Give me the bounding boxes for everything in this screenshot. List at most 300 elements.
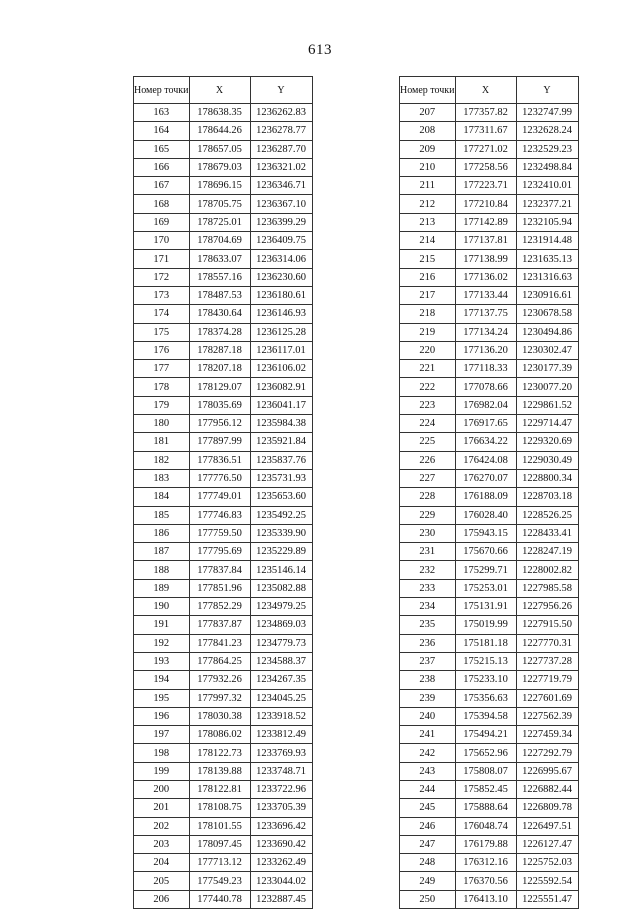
cell-point-number: 194 (134, 671, 190, 689)
table-row (134, 140, 313, 158)
cell-x: 177897.99 (189, 433, 250, 451)
table-row (400, 634, 579, 652)
cell-x: 177137.81 (455, 232, 516, 250)
cell-point-number: 173 (134, 286, 190, 304)
table-row (134, 835, 313, 853)
cell-point-number: 218 (400, 305, 456, 323)
cell-point-number: 170 (134, 232, 190, 250)
cell-point-number: 175 (134, 323, 190, 341)
cell-x: 175652.96 (455, 744, 516, 762)
cell-point-number: 222 (400, 378, 456, 396)
cell-x: 178657.05 (189, 140, 250, 158)
cell-y: 1230177.39 (516, 360, 578, 378)
table-row (400, 451, 579, 469)
cell-y: 1226809.78 (516, 799, 578, 817)
cell-x: 177311.67 (455, 122, 516, 140)
cell-y: 1229861.52 (516, 396, 578, 414)
cell-y: 1232498.84 (516, 158, 578, 176)
cell-point-number: 231 (400, 543, 456, 561)
cell-x: 178207.18 (189, 360, 250, 378)
cell-x: 175215.13 (455, 652, 516, 670)
cell-point-number: 192 (134, 634, 190, 652)
cell-point-number: 239 (400, 689, 456, 707)
cell-point-number: 235 (400, 616, 456, 634)
cell-x: 177956.12 (189, 415, 250, 433)
cell-x: 175852.45 (455, 780, 516, 798)
cell-y: 1235731.93 (250, 469, 312, 487)
cell-y: 1229030.49 (516, 451, 578, 469)
cell-point-number: 182 (134, 451, 190, 469)
cell-y: 1232747.99 (516, 104, 578, 122)
cell-x: 177136.20 (455, 341, 516, 359)
cell-point-number: 236 (400, 634, 456, 652)
cell-x: 178108.75 (189, 799, 250, 817)
cell-y: 1227459.34 (516, 726, 578, 744)
cell-y: 1228247.19 (516, 543, 578, 561)
table-row (400, 799, 579, 817)
cell-point-number: 245 (400, 799, 456, 817)
cell-x: 178030.38 (189, 707, 250, 725)
table-row (400, 232, 579, 250)
cell-x: 175888.64 (455, 799, 516, 817)
cell-point-number: 166 (134, 158, 190, 176)
cell-y: 1236146.93 (250, 305, 312, 323)
cell-point-number: 250 (400, 890, 456, 908)
cell-point-number: 176 (134, 341, 190, 359)
cell-point-number: 207 (400, 104, 456, 122)
table-row (134, 689, 313, 707)
cell-point-number: 200 (134, 780, 190, 798)
cell-x: 178374.28 (189, 323, 250, 341)
cell-x: 176270.07 (455, 469, 516, 487)
cell-y: 1227915.50 (516, 616, 578, 634)
cell-x: 175670.66 (455, 543, 516, 561)
cell-x: 175808.07 (455, 762, 516, 780)
cell-point-number: 244 (400, 780, 456, 798)
table-header-row (400, 77, 579, 104)
cell-y: 1231635.13 (516, 250, 578, 268)
cell-y: 1227292.79 (516, 744, 578, 762)
cell-y: 1235082.88 (250, 579, 312, 597)
cell-y: 1225752.03 (516, 854, 578, 872)
table-row (134, 415, 313, 433)
table-row (400, 140, 579, 158)
table-row (134, 872, 313, 890)
cell-y: 1227956.26 (516, 598, 578, 616)
cell-point-number: 221 (400, 360, 456, 378)
table-row (400, 652, 579, 670)
cell-point-number: 213 (400, 213, 456, 231)
table-body-right (400, 104, 579, 909)
table-row (400, 415, 579, 433)
cell-x: 178430.64 (189, 305, 250, 323)
cell-x: 177357.82 (455, 104, 516, 122)
cell-point-number: 204 (134, 854, 190, 872)
cell-x: 177078.66 (455, 378, 516, 396)
cell-x: 175131.91 (455, 598, 516, 616)
table-row (134, 744, 313, 762)
cell-x: 178704.69 (189, 232, 250, 250)
table-row (134, 177, 313, 195)
cell-point-number: 181 (134, 433, 190, 451)
cell-x: 175943.15 (455, 524, 516, 542)
cell-x: 175356.63 (455, 689, 516, 707)
table-row (400, 671, 579, 689)
table-row (400, 872, 579, 890)
table-row (400, 104, 579, 122)
cell-point-number: 232 (400, 561, 456, 579)
cell-y: 1234779.73 (250, 634, 312, 652)
cell-y: 1232887.45 (250, 890, 312, 908)
cell-x: 178725.01 (189, 213, 250, 231)
cell-point-number: 180 (134, 415, 190, 433)
cell-x: 178487.53 (189, 286, 250, 304)
header-point-number: Номер точки (400, 77, 456, 104)
cell-point-number: 223 (400, 396, 456, 414)
table-row (134, 433, 313, 451)
cell-point-number: 184 (134, 488, 190, 506)
cell-point-number: 233 (400, 579, 456, 597)
table-row (134, 780, 313, 798)
cell-y: 1236180.61 (250, 286, 312, 304)
table-row (134, 250, 313, 268)
cell-point-number: 219 (400, 323, 456, 341)
cell-x: 176370.56 (455, 872, 516, 890)
cell-x: 177795.69 (189, 543, 250, 561)
cell-point-number: 230 (400, 524, 456, 542)
table-row (134, 854, 313, 872)
table-row (400, 524, 579, 542)
cell-point-number: 189 (134, 579, 190, 597)
cell-x: 177759.50 (189, 524, 250, 542)
cell-y: 1228433.41 (516, 524, 578, 542)
cell-y: 1235229.89 (250, 543, 312, 561)
cell-x: 177836.51 (189, 451, 250, 469)
table-row (134, 762, 313, 780)
cell-y: 1228800.34 (516, 469, 578, 487)
cell-y: 1232529.23 (516, 140, 578, 158)
cell-y: 1236082.91 (250, 378, 312, 396)
cell-y: 1231914.48 (516, 232, 578, 250)
table-row (134, 634, 313, 652)
cell-x: 177210.84 (455, 195, 516, 213)
cell-x: 175019.99 (455, 616, 516, 634)
cell-x: 177749.01 (189, 488, 250, 506)
cell-x: 177258.56 (455, 158, 516, 176)
cell-point-number: 202 (134, 817, 190, 835)
cell-point-number: 205 (134, 872, 190, 890)
cell-x: 177549.23 (189, 872, 250, 890)
table-row (400, 835, 579, 853)
table-row (400, 378, 579, 396)
table-row (134, 378, 313, 396)
cell-y: 1236287.70 (250, 140, 312, 158)
cell-point-number: 217 (400, 286, 456, 304)
header-x: X (455, 77, 516, 104)
cell-y: 1230302.47 (516, 341, 578, 359)
cell-y: 1228703.18 (516, 488, 578, 506)
cell-y: 1233690.42 (250, 835, 312, 853)
cell-x: 178705.75 (189, 195, 250, 213)
table-row (134, 616, 313, 634)
cell-x: 177142.89 (455, 213, 516, 231)
cell-point-number: 225 (400, 433, 456, 451)
table-row (134, 323, 313, 341)
cell-x: 175181.18 (455, 634, 516, 652)
table-row (400, 433, 579, 451)
cell-point-number: 241 (400, 726, 456, 744)
table-row (400, 780, 579, 798)
cell-point-number: 215 (400, 250, 456, 268)
cell-y: 1235146.14 (250, 561, 312, 579)
cell-x: 177134.24 (455, 323, 516, 341)
table-row (400, 268, 579, 286)
cell-x: 178086.02 (189, 726, 250, 744)
cell-point-number: 234 (400, 598, 456, 616)
cell-y: 1227601.69 (516, 689, 578, 707)
cell-x: 176413.10 (455, 890, 516, 908)
cell-x: 177136.02 (455, 268, 516, 286)
cell-point-number: 169 (134, 213, 190, 231)
cell-point-number: 211 (400, 177, 456, 195)
cell-x: 177837.84 (189, 561, 250, 579)
cell-y: 1234267.35 (250, 671, 312, 689)
cell-point-number: 203 (134, 835, 190, 853)
cell-point-number: 209 (400, 140, 456, 158)
cell-y: 1236314.06 (250, 250, 312, 268)
table-row (400, 762, 579, 780)
cell-y: 1225592.54 (516, 872, 578, 890)
table-row (134, 451, 313, 469)
table-row (134, 360, 313, 378)
cell-point-number: 249 (400, 872, 456, 890)
cell-y: 1234979.25 (250, 598, 312, 616)
cell-y: 1230678.58 (516, 305, 578, 323)
cell-x: 177713.12 (189, 854, 250, 872)
cell-point-number: 187 (134, 543, 190, 561)
cell-y: 1235921.84 (250, 433, 312, 451)
table-row (134, 671, 313, 689)
cell-y: 1227562.39 (516, 707, 578, 725)
cell-point-number: 206 (134, 890, 190, 908)
table-row (400, 250, 579, 268)
cell-point-number: 177 (134, 360, 190, 378)
cell-y: 1231316.63 (516, 268, 578, 286)
cell-point-number: 220 (400, 341, 456, 359)
cell-x: 177776.50 (189, 469, 250, 487)
table-row (400, 890, 579, 908)
coordinates-table-right (399, 76, 579, 909)
cell-x: 178287.18 (189, 341, 250, 359)
cell-point-number: 171 (134, 250, 190, 268)
cell-x: 176312.16 (455, 854, 516, 872)
table-row (400, 305, 579, 323)
cell-x: 177864.25 (189, 652, 250, 670)
cell-x: 178696.15 (189, 177, 250, 195)
cell-x: 175394.58 (455, 707, 516, 725)
cell-x: 178097.45 (189, 835, 250, 853)
cell-point-number: 164 (134, 122, 190, 140)
table-row (400, 323, 579, 341)
cell-y: 1235653.60 (250, 488, 312, 506)
cell-y: 1227737.28 (516, 652, 578, 670)
table-row (400, 286, 579, 304)
cell-x: 176982.04 (455, 396, 516, 414)
cell-point-number: 183 (134, 469, 190, 487)
cell-y: 1232628.24 (516, 122, 578, 140)
cell-y: 1232377.21 (516, 195, 578, 213)
cell-x: 178557.16 (189, 268, 250, 286)
cell-point-number: 174 (134, 305, 190, 323)
cell-y: 1228526.25 (516, 506, 578, 524)
cell-point-number: 210 (400, 158, 456, 176)
cell-y: 1229714.47 (516, 415, 578, 433)
table-row (134, 488, 313, 506)
table-row (134, 506, 313, 524)
cell-point-number: 243 (400, 762, 456, 780)
cell-x: 175233.10 (455, 671, 516, 689)
cell-x: 177440.78 (189, 890, 250, 908)
cell-x: 175253.01 (455, 579, 516, 597)
table-row (400, 689, 579, 707)
cell-x: 177932.26 (189, 671, 250, 689)
table-row (400, 506, 579, 524)
table-row (400, 195, 579, 213)
cell-y: 1232105.94 (516, 213, 578, 231)
table-row (134, 195, 313, 213)
cell-point-number: 226 (400, 451, 456, 469)
cell-point-number: 229 (400, 506, 456, 524)
cell-point-number: 214 (400, 232, 456, 250)
table-row (400, 122, 579, 140)
cell-point-number: 228 (400, 488, 456, 506)
cell-y: 1234869.03 (250, 616, 312, 634)
cell-x: 176424.08 (455, 451, 516, 469)
cell-point-number: 167 (134, 177, 190, 195)
cell-x: 177138.99 (455, 250, 516, 268)
table-row (400, 707, 579, 725)
cell-point-number: 242 (400, 744, 456, 762)
table-row (400, 341, 579, 359)
cell-point-number: 195 (134, 689, 190, 707)
cell-y: 1235339.90 (250, 524, 312, 542)
cell-point-number: 240 (400, 707, 456, 725)
cell-y: 1233748.71 (250, 762, 312, 780)
cell-x: 177837.87 (189, 616, 250, 634)
table-row (134, 305, 313, 323)
cell-point-number: 208 (400, 122, 456, 140)
table-row (400, 854, 579, 872)
cell-x: 177851.96 (189, 579, 250, 597)
cell-x: 176048.74 (455, 817, 516, 835)
table-row (134, 232, 313, 250)
table-row (400, 158, 579, 176)
cell-point-number: 172 (134, 268, 190, 286)
cell-y: 1236367.10 (250, 195, 312, 213)
table-row (134, 122, 313, 140)
cell-y: 1236106.02 (250, 360, 312, 378)
cell-y: 1236125.28 (250, 323, 312, 341)
cell-y: 1236346.71 (250, 177, 312, 195)
table-row (400, 177, 579, 195)
cell-point-number: 191 (134, 616, 190, 634)
table-row (400, 469, 579, 487)
cell-y: 1236399.29 (250, 213, 312, 231)
cell-point-number: 248 (400, 854, 456, 872)
table-row (134, 890, 313, 908)
table-row (400, 598, 579, 616)
table-row (134, 524, 313, 542)
cell-y: 1229320.69 (516, 433, 578, 451)
cell-x: 176634.22 (455, 433, 516, 451)
cell-point-number: 201 (134, 799, 190, 817)
cell-x: 178638.35 (189, 104, 250, 122)
cell-x: 176179.88 (455, 835, 516, 853)
cell-y: 1233769.93 (250, 744, 312, 762)
cell-x: 178101.55 (189, 817, 250, 835)
table-row (134, 726, 313, 744)
cell-y: 1236321.02 (250, 158, 312, 176)
cell-x: 178633.07 (189, 250, 250, 268)
cell-x: 177223.71 (455, 177, 516, 195)
cell-point-number: 196 (134, 707, 190, 725)
cell-point-number: 198 (134, 744, 190, 762)
table-row (400, 744, 579, 762)
table-row (134, 158, 313, 176)
cell-y: 1225551.47 (516, 890, 578, 908)
page-number: 613 (308, 42, 332, 58)
cell-y: 1236230.60 (250, 268, 312, 286)
table-row (134, 341, 313, 359)
table-row (134, 817, 313, 835)
cell-point-number: 237 (400, 652, 456, 670)
cell-x: 178129.07 (189, 378, 250, 396)
cell-y: 1235837.76 (250, 451, 312, 469)
table-row (400, 561, 579, 579)
table-row (400, 213, 579, 231)
cell-y: 1234588.37 (250, 652, 312, 670)
table-row (134, 268, 313, 286)
cell-x: 175299.71 (455, 561, 516, 579)
table-row (400, 396, 579, 414)
table-row (134, 652, 313, 670)
cell-x: 176917.65 (455, 415, 516, 433)
cell-x: 177271.02 (455, 140, 516, 158)
cell-x: 177133.44 (455, 286, 516, 304)
cell-point-number: 199 (134, 762, 190, 780)
cell-x: 176188.09 (455, 488, 516, 506)
cell-y: 1233044.02 (250, 872, 312, 890)
cell-y: 1233696.42 (250, 817, 312, 835)
cell-point-number: 190 (134, 598, 190, 616)
cell-y: 1236117.01 (250, 341, 312, 359)
table-row (134, 396, 313, 414)
cell-y: 1236409.75 (250, 232, 312, 250)
cell-x: 175494.21 (455, 726, 516, 744)
cell-point-number: 178 (134, 378, 190, 396)
cell-y: 1226882.44 (516, 780, 578, 798)
cell-point-number: 185 (134, 506, 190, 524)
table-row (400, 488, 579, 506)
table-body-left (134, 104, 313, 909)
table-row (134, 469, 313, 487)
header-y: Y (516, 77, 578, 104)
table-row (400, 579, 579, 597)
table-row (134, 104, 313, 122)
cell-y: 1226497.51 (516, 817, 578, 835)
table-row (400, 726, 579, 744)
cell-y: 1233918.52 (250, 707, 312, 725)
